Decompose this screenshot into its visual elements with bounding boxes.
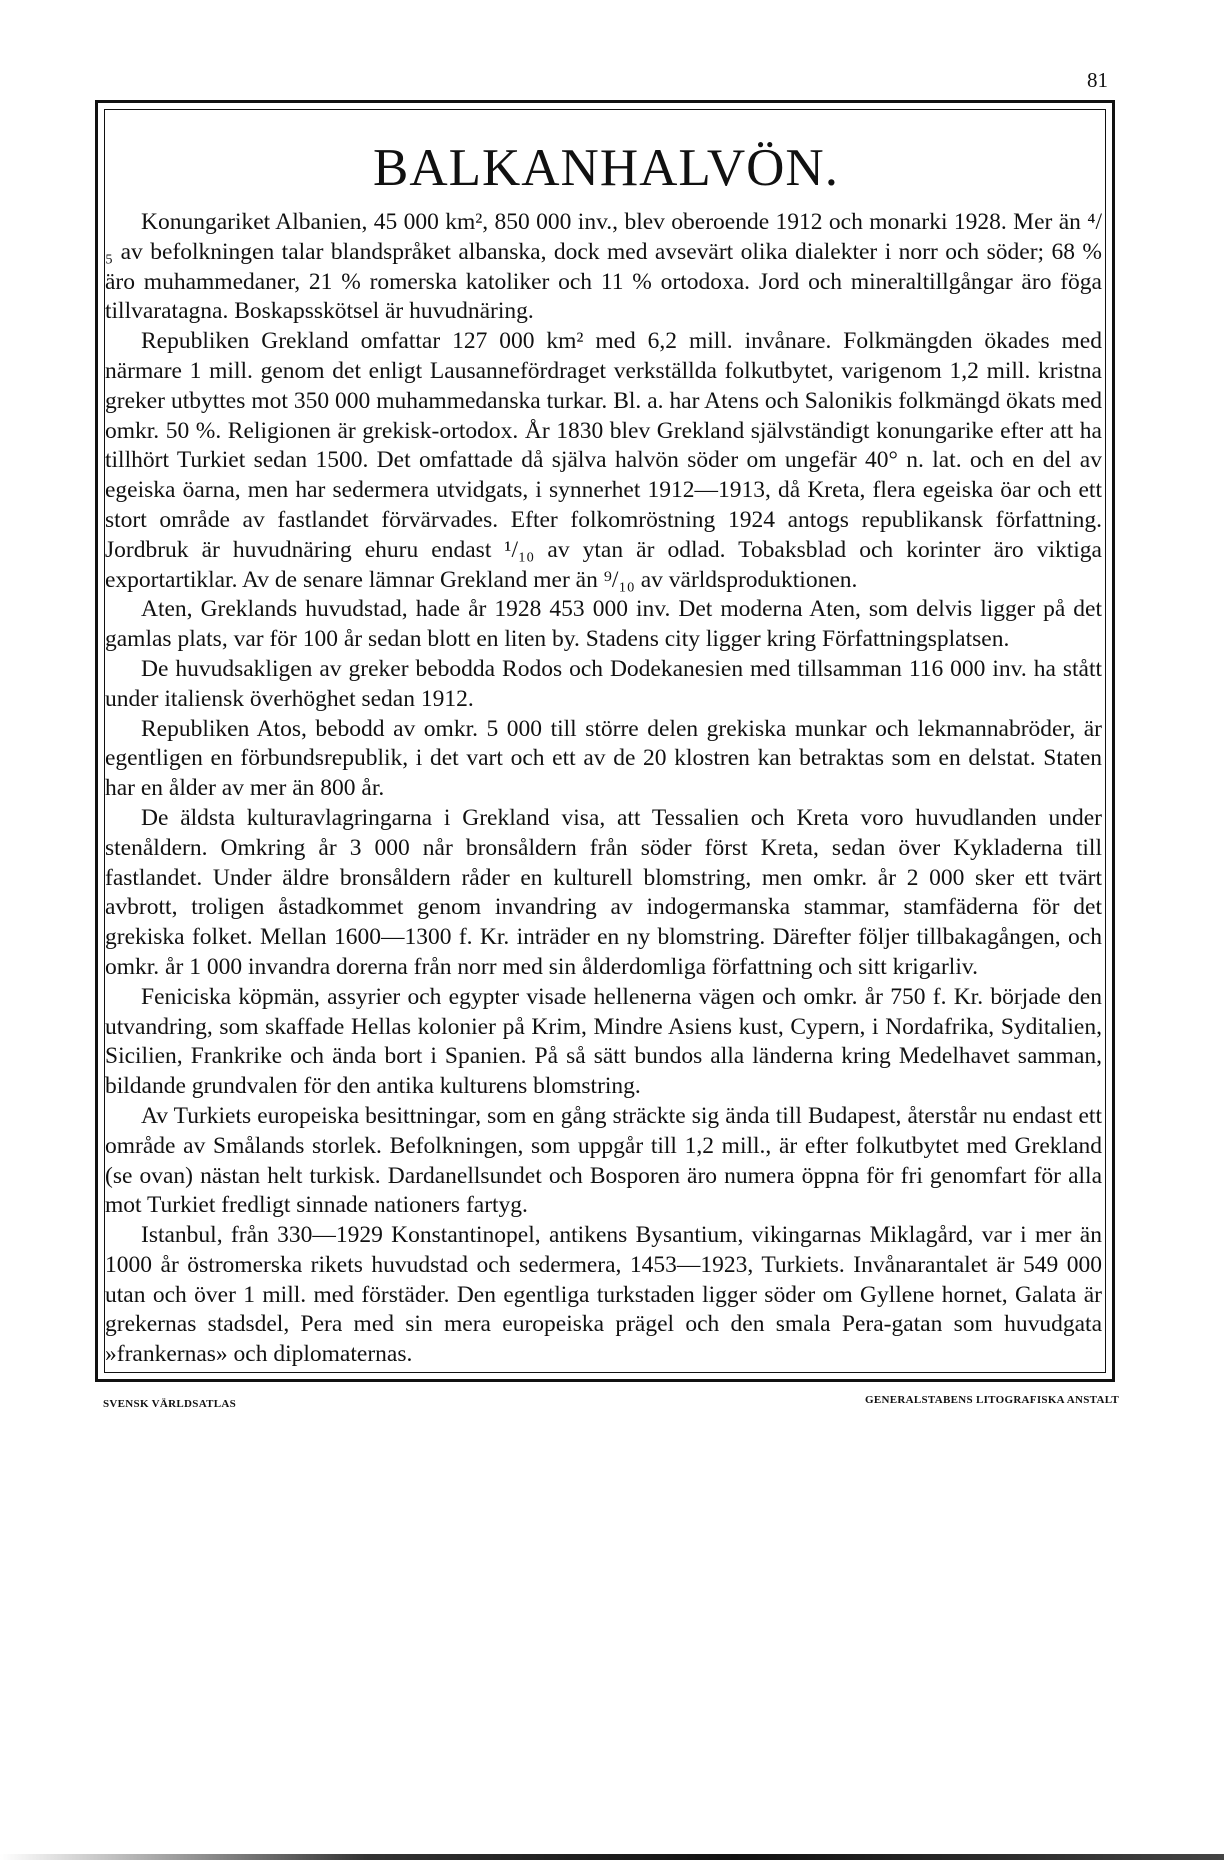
paragraph-albania: Konungariket Albanien, 45 000 km², 850 000 inv., blev oberoende 1912 och monarki 1928. Mer än ⁴/₅ av befolkningen talar blandspråket albanska, dock med avsevärt olika dialekter i norr och söder; 68 % äro muhammedaner, 21 % romerska katoliker och 11 % ortodoxa. Jord och mineraltillgångar äro föga tillvaratagna. Boskapsskötsel är huvudnäring. [105,209,1102,325]
bottom-scan-edge [0,1854,1224,1860]
page-title: BALKANHALVÖN. [373,139,839,197]
paragraph-greece: Republiken Grekland omfattar 127 000 km² med 6,2 mill. invånare. Folkmängden ökades med närmare 1 mill. genom det enligt Lausannefördraget verkställda folkutbytet, varigenom 1,2 mill. kristna greker utbyttes mot 350 000 muhammedanska turkar. Bl. a. har Atens och Salonikis folkmängd ökats med omkr. 50 %. Religionen är grekisk-ortodox. År 1830 blev Grekland självständigt konungarike efter att ha tillhört Turkiet sedan 1500. Det omfattade då själva halvön söder om ungefär 40° n. lat. och en del av egeiska öarna, men har sedermera utvidgats, i synnerhet 1912—1913, då Kreta, flera egeiska öar och ett stort område av fastlandet förvärvades. Efter folkomröstning 1924 antogs republikansk författning. Jordbruk är huvudnäring ehuru endast ¹/₁₀ av ytan är odlad. Tobaksblad och korinter äro viktiga exportartiklar. Av de senare lämnar Grekland mer än ⁹/₁₀ av världsproduktionen. [105,328,1102,593]
page-number: 81 [1087,68,1108,92]
paragraph-istanbul: Istanbul, från 330—1929 Konstantinopel, antikens Bysantium, vikingarnas Miklagård, var i mer än 1000 år östromerska rikets huvudstad och sedermera, 1453—1923, Turkiets. Invånarantalet är 549 000 utan och över 1 mill. med förstäder. Den egentliga turkstaden ligger söder om Gyllene hornet, Galata är grekernas stadsdel, Pera med sin mera europeiska prägel och den smala Pera-gatan som huvudgata »frankernas» och diplomaternas. [105,1222,1102,1368]
paragraph-prehistory: De äldsta kulturavlagringarna i Grekland visa, att Tessalien och Kreta voro huvudlanden under stenåldern. Omkring år 3 000 når bronsåldern från söder först Kreta, sedan över Kykladerna till fastlandet. Under äldre bronsåldern råder en kulturell blomstring, men omkr. år 2 000 sker ett tvärt avbrott, troligen åstadkommet genom invandring av indogermanska stammar, stamfäderna för det grekiska folket. Mellan 1600—1300 f. Kr. inträder en ny blomstring. Därefter följer tillbakagången, och omkr. år 1 000 invandra dorerna från norr med sin ålderdomliga författning och sitt krigarliv. [105,804,1102,980]
footer-publisher-right: GENERALSTABENS LITOGRAFISKA ANSTALT [864,1394,1119,1406]
footer-publisher-left: SVENSK VÄRLDSATLAS [103,1398,237,1410]
paragraph-colonization: Feniciska köpmän, assyrier och egypter visade hellenerna vägen och omkr. år 750 f. Kr. började den utvandring, som skaffade Hellas kolonier på Krim, Mindre Asiens kust, Cypern, i Nordafrika, Syditalien, Sicilien, Frankrike och ända bort i Spanien. På så sätt bundos alla länderna kring Medelhavet samman, bildande grundvalen för den antika kulturens blomstring. [105,983,1102,1100]
paragraph-athos: Republiken Atos, bebodd av omkr. 5 000 till större delen grekiska munkar och lekmannabröder, är egentligen en förbundsrepublik, i det vart och ett av de 20 klostren kan betraktas som en delstat. Staten har en ålder av mer än 800 år. [105,715,1102,802]
article-body [105,208,1102,1370]
paragraph-dodecanese: De huvudsakligen av greker bebodda Rodos och Dodekanesien med tillsamman 116 000 inv. ha stått under italiensk överhöghet sedan 1912. [105,655,1102,712]
paragraph-turkey: Av Turkiets europeiska besittningar, som en gång sträckte sig ända till Budapest, återstår nu endast ett område av Smålands storlek. Befolkningen, som uppgår till 1,2 mill., är efter folkutbytet med Grekland (se ovan) nästan helt turkisk. Dardanellsundet och Bosporen äro numera öppna för fri genomfart för alla mot Turkiet fredligt sinnade nationers fartyg. [105,1102,1102,1219]
paragraph-athens: Aten, Greklands huvudstad, hade år 1928 453 000 inv. Det moderna Aten, som delvis ligger på det gamlas plats, var för 100 år sedan blott en liten by. Stadens city ligger kring Författningsplatsen. [105,596,1102,653]
